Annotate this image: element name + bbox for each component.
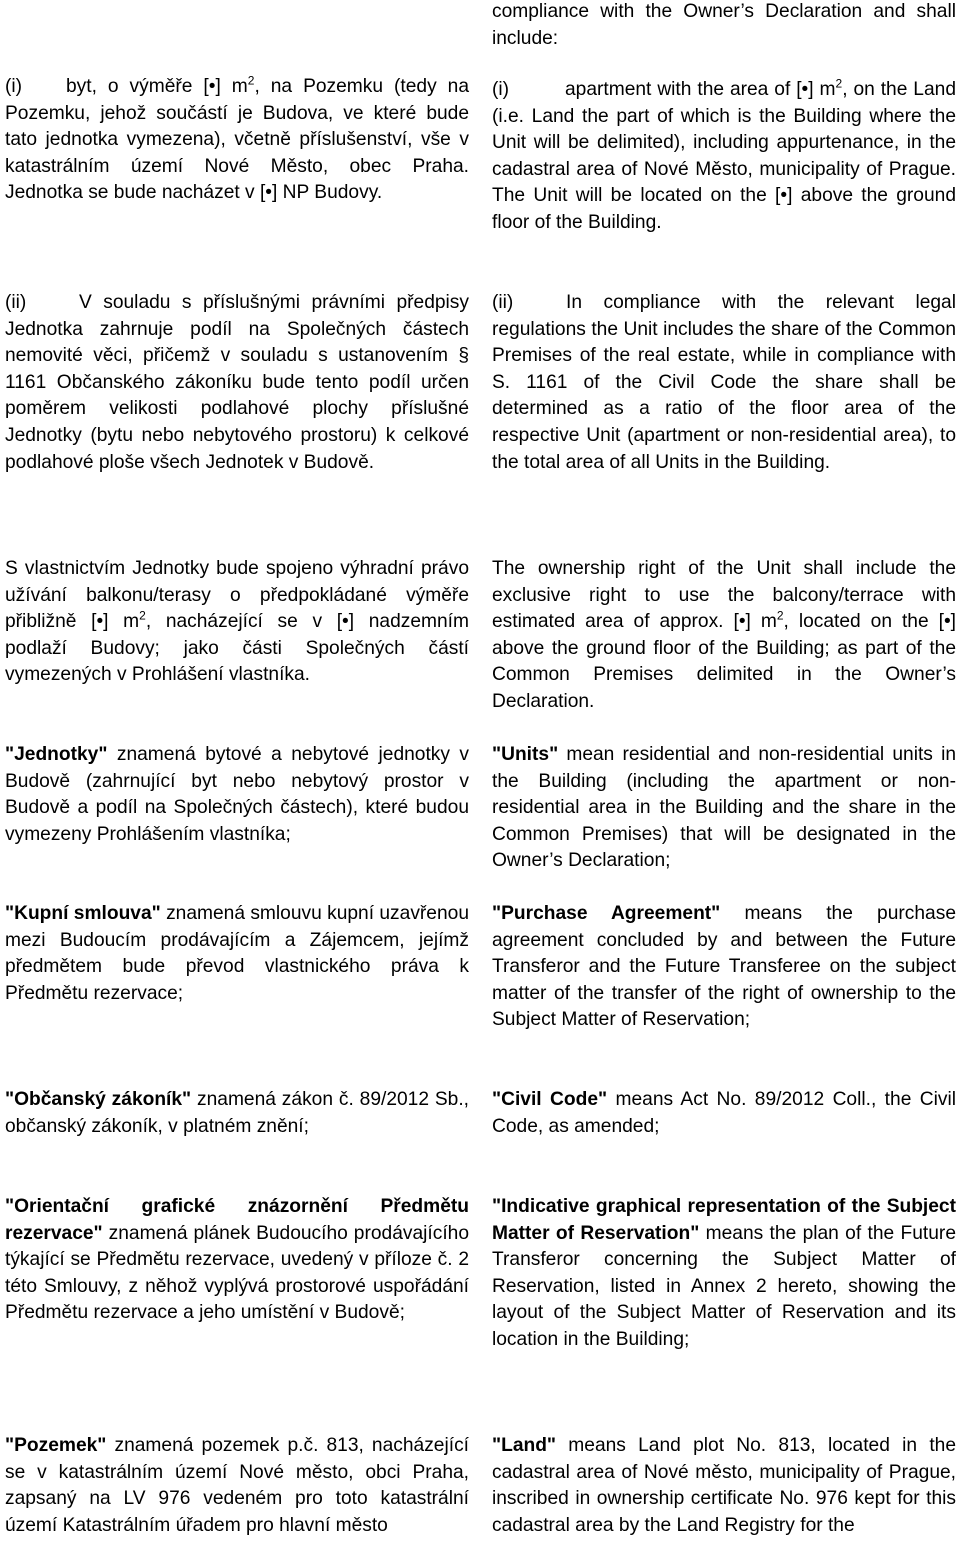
defined-term: "Purchase Agreement": [492, 903, 721, 924]
clause-i-en: [492, 77, 956, 237]
clause-text: V souladu s příslušnými právními předpisy Jednotka zahrnuje podíl na Společných částech nemovité věci, přičemž v souladu s ustanovením § 1161 Občanského zákoníku bude tento podíl určen poměrem velikosti podlahové plochy příslušné Jednotky (bytu nebo nebytového prostoru) k celkové podlahové ploše všech Jednotek v Budově.: [5, 292, 469, 473]
clause-i-cz: [5, 74, 469, 207]
clause-ii-en: [492, 290, 956, 476]
clause-number: (i): [492, 79, 510, 100]
definition-text: znamená smlouvu kupní uzavřenou mezi Budoucím prodávajícím a Zájemcem, jejímž předmětem bude převod vlastnického práva k Předmětu rezervace;: [5, 903, 469, 1004]
defined-term: "Kupní smlouva": [5, 903, 161, 924]
paragraph-text: , nacházející se v [•] nadzemním podlaží Budovy; jako části Společných částí vymezených v Prohlášení vlastníka.: [5, 611, 469, 686]
paragraph-text: S vlastnictvím Jednotky bude spojeno výhradní právo užívání balkonu/terasy o předpokládané výměře přibližně [•] m: [5, 558, 469, 633]
definition-purchase-agreement-en: [492, 901, 956, 1034]
defined-term: "Units": [492, 744, 559, 765]
definition-text: means Land plot No. 813, located in the cadastral area of Nové město, municipality of Prague, inscribed in ownership certificate No. 976 kept for this cadastral area by the Land Registry for the: [492, 1435, 956, 1536]
paragraph-text: , located on the [•] above the ground floor of the Building; as part of the Common Premises delimited in the Owner’s Declaration.: [492, 611, 957, 712]
superscript: 2: [776, 608, 784, 623]
balcony-paragraph-en: [492, 556, 956, 716]
defined-term: "Indicative graphical representation of the Subject Matter of Reservation": [492, 1196, 956, 1244]
definition-units-cz: [5, 742, 469, 848]
superscript: 2: [247, 73, 255, 88]
definition-purchase-agreement-cz: [5, 901, 469, 1007]
header-continuation-en: compliance with the Owner’s Declaration and shall include:: [492, 1, 956, 49]
definition-civil-code-en: [492, 1087, 956, 1140]
definition-text: znamená pozemek p.č. 813, nacházející se v katastrálním území Nové město, obci Praha, zapsaný na LV 976 vedeném pro toto katastrální území Katastrálním úřadem pro hlavní město: [5, 1435, 469, 1536]
clause-text: In compliance with the relevant legal regulations the Unit includes the share of the Common Premises of the real estate, while in compliance with S. 1161 of the Civil Code the share shall be determined as a ratio of the floor area of the respective Unit (apartment or non-residential area), to the total area of all Units in the Building.: [492, 292, 956, 473]
clause-number: (i): [5, 76, 23, 97]
defined-term: "Orientační grafické znázornění Předmětu rezervace": [5, 1196, 469, 1244]
defined-term: "Jednotky": [5, 744, 108, 765]
clause-text: apartment with the area of [•] m: [565, 79, 836, 100]
definition-text: znamená plánek Budoucího prodávajícího týkající se Předmětu rezervace, uvedený v příloze č. 2 této Smlouvy, z něhož vyplývá prostorové uspořádání Předmětu rezervace a jeho umístění v Budově;: [5, 1222, 469, 1324]
definition-land-en: [492, 1433, 956, 1539]
definition-text: znamená bytové a nebytové jednotky v Budově (zahrnující byt nebo nebytový prostor v Budově a podíl na Společných částech), které budou vymezeny Prohlášením vlastníka;: [5, 744, 469, 845]
superscript: 2: [835, 76, 843, 91]
definition-civil-code-cz: [5, 1087, 469, 1140]
definition-land-cz: [5, 1433, 469, 1539]
clause-text: , na Pozemku (tedy na Pozemku, jehož součástí je Budova, ve které bude tato jednotka vymezena), včetně příslušenství, vše v katastrálním území Nové Město, obec Praha. Jednotka se bude nacházet v [•] NP Budovy.: [5, 76, 470, 204]
definition-indicative-plan-cz: [5, 1194, 469, 1327]
defined-term: "Pozemek": [5, 1435, 107, 1456]
definition-indicative-plan-en: [492, 1194, 956, 1354]
definition-text: means Act No. 89/2012 Coll., the Civil Code, as amended;: [492, 1089, 957, 1137]
clause-text: byt, o výměře [•] m: [66, 76, 248, 97]
defined-term: "Land": [492, 1435, 557, 1456]
definition-text: means the purchase agreement concluded by and between the Future Transferor and the Future Transferee on the subject matter of the transfer of the right of ownership to the Subject Matter of Reservation;: [492, 903, 956, 1031]
clause-number: (ii): [5, 292, 27, 313]
balcony-paragraph-cz: [5, 556, 469, 689]
definition-text: means the plan of the Future Transferor concerning the Subject Matter of Reservation, listed in Annex 2 hereto, showing the layout of the Subject Matter of Reservation and its location in the Building;: [492, 1222, 956, 1350]
definition-text: znamená zákon č. 89/2012 Sb., občanský zákoník, v platném znění;: [5, 1089, 469, 1137]
clause-text: , on the Land (i.e. Land the part of which is the Building where the Unit will be delimited), including appurtenance, in the cadastral area of Nové Město, municipality of Prague. The Unit will be located on the [•] above the ground floor of the Building.: [492, 79, 956, 233]
clause-ii-cz: [5, 290, 469, 476]
superscript: 2: [139, 608, 146, 623]
paragraph-text: The ownership right of the Unit shall include the exclusive right to use the balcony/terrace with estimated area of approx. [•] m: [492, 558, 956, 633]
defined-term: "Civil Code": [492, 1089, 608, 1110]
definition-units-en: [492, 742, 956, 875]
definition-text: mean residential and non-residential units in the Building (including the apartment or non-residential area in the Building and the share in the Common Premises) that will be designated in the Owner’s Declaration;: [492, 744, 956, 872]
defined-term: "Občanský zákoník": [5, 1089, 192, 1110]
clause-number: (ii): [492, 292, 514, 313]
